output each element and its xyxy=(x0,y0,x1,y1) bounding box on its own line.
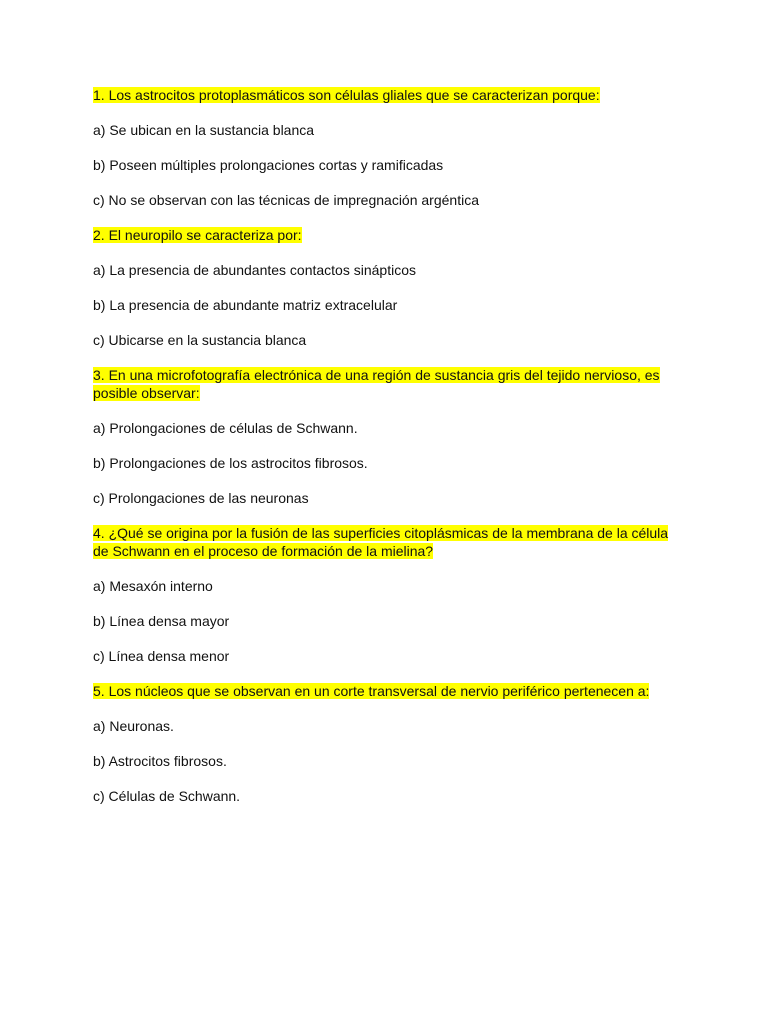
question-4-option-c: c) Línea densa menor xyxy=(93,648,230,664)
question-4 xyxy=(93,524,683,560)
question-1 xyxy=(93,86,683,104)
question-2-option-c: c) Ubicarse en la sustancia blanca xyxy=(93,332,307,348)
question-3-option-a: a) Prolongaciones de células de Schwann. xyxy=(93,420,358,436)
question-4-text: 4. ¿Qué se origina por la fusión de las superficies citoplásmicas de la membrana de la célula de Schwann en el proceso de formación de la mielina? xyxy=(93,525,669,559)
question-5-option-c: c) Células de Schwann. xyxy=(93,788,241,804)
question-3-option-b: b) Prolongaciones de los astrocitos fibrosos. xyxy=(93,455,368,471)
question-1-option-b: b) Poseen múltiples prolongaciones cortas y ramificadas xyxy=(93,157,444,173)
question-2-option-b: b) La presencia de abundante matriz extracelular xyxy=(93,297,398,313)
question-5-option-b: b) Astrocitos fibrosos. xyxy=(93,753,227,769)
question-2 xyxy=(93,226,683,244)
question-2-option-a: a) La presencia de abundantes contactos sinápticos xyxy=(93,262,416,278)
question-5-option-a: a) Neuronas. xyxy=(93,718,174,734)
question-5-text: 5. Los núcleos que se observan en un corte transversal de nervio periférico pertenecen a: xyxy=(93,683,650,699)
question-4-option-b: b) Línea densa mayor xyxy=(93,613,230,629)
question-2-text: 2. El neuropilo se caracteriza por: xyxy=(93,227,302,243)
question-4-option-a: a) Mesaxón interno xyxy=(93,578,213,594)
question-1-option-a: a) Se ubican en la sustancia blanca xyxy=(93,122,315,138)
question-3-option-c: c) Prolongaciones de las neuronas xyxy=(93,490,309,506)
question-1-option-c: c) No se observan con las técnicas de impregnación argéntica xyxy=(93,192,479,208)
question-3-text: 3. En una microfotografía electrónica de una región de sustancia gris del tejido nervioso, es posible observar: xyxy=(93,367,660,401)
question-3 xyxy=(93,366,683,402)
question-5 xyxy=(93,682,683,700)
question-1-text: 1. Los astrocitos protoplasmáticos son células gliales que se caracterizan porque: xyxy=(93,87,600,103)
document-page xyxy=(93,86,683,805)
